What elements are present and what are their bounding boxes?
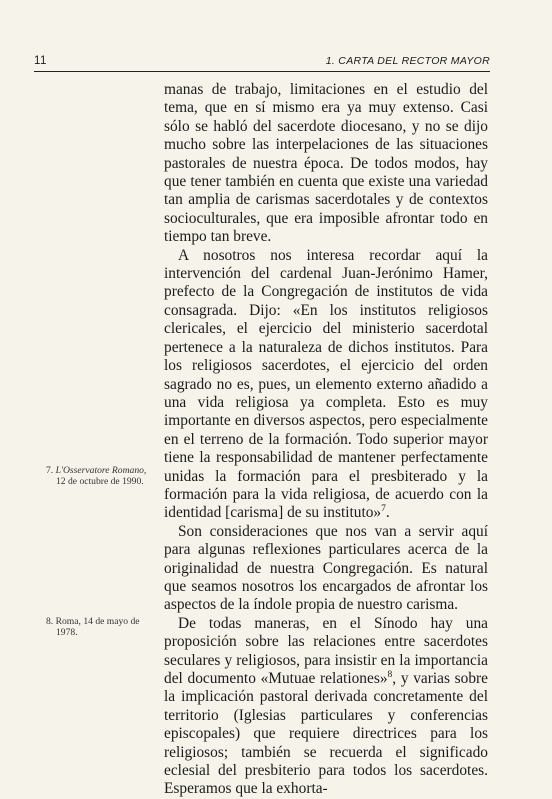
footnote-date: 12 de octubre de 1990. bbox=[56, 476, 144, 487]
footnote-date: 1978. bbox=[56, 627, 78, 638]
paragraph-text: Son consideraciones que nos van a servir aquí para algunas reflexiones particulares acerca de la originalidad de nuestra Congregación. Es natural que seamos nosotros los encargados de afrontar los aspectos de la índole propia de nuestro carisma. bbox=[164, 522, 488, 614]
margin-note-7 bbox=[46, 465, 154, 487]
footnote-source: L'Osservatore Romano, bbox=[55, 465, 147, 476]
margin-note-8 bbox=[46, 616, 154, 638]
footnote-number: 7. bbox=[46, 465, 54, 476]
paragraph-text: manas de trabajo, limitaciones en el estudio del tema, que en sí mismo era ya muy extenso. Casi sólo se habló del sacerdote diocesano, y no se dijo mucho sobre las interpelaciones de las situaciones pastorales de nuestra época. De todos modos, hay que tener también en cuenta que existe una variedad tan amplia de carismas sacerdotales y de contextos socioculturales, que era imposible afrontar todo en tiempo tan breve. bbox=[164, 81, 488, 246]
footnote-number: 8. bbox=[46, 616, 54, 627]
body-text bbox=[164, 81, 488, 799]
paragraph-text-tail: . bbox=[385, 504, 390, 522]
footnote-ref-7: 7 bbox=[381, 504, 386, 515]
paragraph-4 bbox=[164, 615, 488, 799]
running-title: 1. CARTA DEL RECTOR MAYOR bbox=[325, 55, 490, 67]
paragraph-text: A nosotros nos interesa recordar aquí la intervención del cardenal Juan-Jerónimo Hamer, prefecto de la Congregación de institutos de vida consagrada. Dijo: «En los institutos religiosos clericales, el ejercicio del ministerio sacerdotal pertenece a la naturaleza de dichos institutos. Para los religiosos sacerdotes, el ejercicio del orden sagrado no es, pues, un elemento externo añadido a una vida religiosa ya completa. Esto es muy importante en diversos aspectos, pero especialmente en el terreno de la formación. Todo superior mayor tiene la responsabilidad de mantener perfectamente unidas la formación para el presbiterado y la formación para la vida religiosa, de acuerdo con la identidad [carisma] de su instituto» bbox=[164, 246, 488, 522]
paragraph-2 bbox=[164, 247, 488, 523]
footnote-ref-8: 8 bbox=[387, 670, 393, 680]
page-number: 11 bbox=[34, 55, 47, 67]
paragraph-3 bbox=[164, 523, 488, 615]
page-header bbox=[34, 57, 490, 72]
footnote-source: Roma, 14 de mayo de bbox=[55, 616, 140, 627]
paragraph-text-tail: , y varias sobre la implicación pastoral derivada concretamente del territorio (Iglesias particulares y conferencias episcopales) que requiere directrices para los religiosos; también se recuerda el significado eclesial del presbiterio para todos los sacerdotes. Esperamos que la exhorta- bbox=[164, 670, 489, 798]
paragraph-1 bbox=[164, 81, 488, 247]
paragraph-text: De todas maneras, en el Sínodo hay una proposición sobre las relaciones entre sacerdotes seculares y religiosos, para insistir en la importancia del documento «Mutuae relationes» bbox=[164, 614, 488, 687]
